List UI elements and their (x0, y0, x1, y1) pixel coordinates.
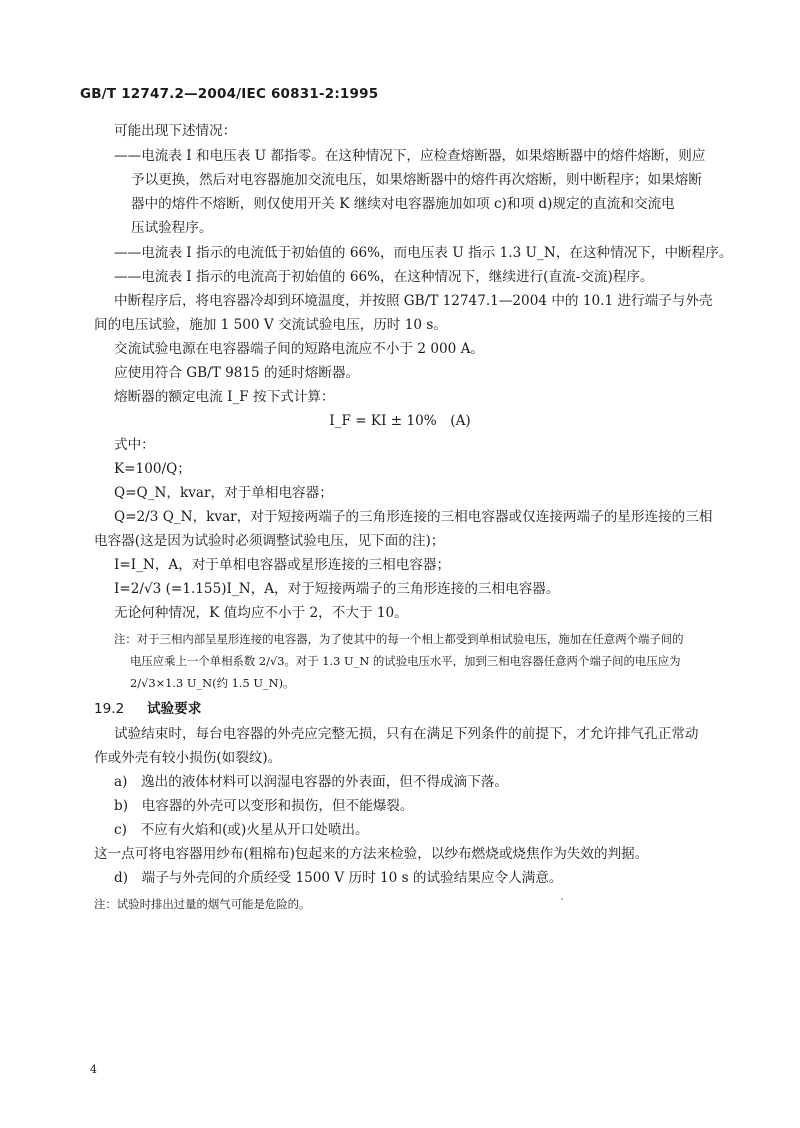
list-item-c: c) 不应有火焰和(或)火星从开口处喷出。 (114, 822, 369, 838)
text-line: Q=Q_N，kvar，对于单相电容器； (114, 485, 333, 501)
text-line: 作或外壳有较小损伤(如裂纹)。 (94, 750, 282, 766)
text-line: 间的电压试验，施加 1 500 V 交流试验电压，历时 10 s。 (94, 317, 447, 333)
text-line: 式中： (114, 437, 155, 453)
note-line: 注：对于三相内部呈星形连接的电容器，为了使其中的每一个相上都受到单相试验电压，施加在任意两个端子间的 (114, 632, 684, 646)
list-item-d: d) 端子与外壳间的介质经受 1500 V 历时 10 s 的试验结果应令人满意。 (114, 870, 563, 886)
text-line: 予以更换，然后对电容器施加交流电压，如果熔断器中的熔件再次熔断，则中断程序；如果熔断 (131, 172, 702, 188)
text-line: ——电流表 I 和电压表 U 都指零。在这种情况下，应检查熔断器，如果熔断器中的熔件熔断，则应 (114, 148, 706, 164)
scan-speck (561, 898, 563, 900)
list-item-b: b) 电容器的外壳可以变形和损伤，但不能爆裂。 (114, 798, 414, 814)
text-line: ——电流表 I 指示的电流高于初始值的 66%，在这种情况下，继续进行(直流-交流)程序。 (114, 269, 654, 285)
page-number: 4 (90, 1063, 97, 1076)
text-line: 试验结束时，每台电容器的外壳应完整无损，只有在满足下列条件的前提下，才允许排气孔正常动 (114, 726, 699, 742)
text-line: 无论何种情况，K 值均应不小于 2，不大于 10。 (114, 605, 408, 621)
text-line: I=I_N，A，对于单相电容器或星形连接的三相电容器； (114, 557, 451, 573)
note-line: 2/√3×1.3 U_N(约 1.5 U_N)。 (130, 676, 295, 690)
text-line: 交流试验电源在电容器端子间的短路电流应不小于 2 000 A。 (114, 341, 485, 357)
note-line: 注：试验时排出过量的烟气可能是危险的。 (94, 897, 311, 911)
list-item-a: a) 逸出的液体材料可以润湿电容器的外表面，但不得成滴下落。 (114, 774, 509, 790)
text-line: 中断程序后，将电容器冷却到环境温度，并按照 GB/T 12747.1—2004 中的 10.1 进行端子与外壳 (114, 293, 713, 309)
section-title: 试验要求 (146, 701, 202, 717)
text-line: I=2/√3 (=1.155)I_N，A，对于短接两端子的三角形连接的三相电容器。 (114, 581, 560, 597)
text-line: 可能出现下述情况： (114, 123, 237, 139)
text-line: 这一点可将电容器用纱布(粗棉布)包起来的方法来检验，以纱布燃烧或烧焦作为失效的判据。 (94, 846, 649, 862)
section-heading (94, 701, 201, 717)
text-line: Q=2/3 Q_N，kvar，对于短接两端子的三角形连接的三相电容器或仅连接两端子的星形连接的三相 (114, 509, 713, 525)
formula: I_F = KI ± 10% (A) (329, 413, 471, 429)
text-line: ——电流表 I 指示的电流低于初始值的 66%，而电压表 U 指示 1.3 U_N，在这种情况下，中断程序。 (114, 245, 733, 261)
note-line: 电压应乘上一个单相系数 2/√3。对于 1.3 U_N 的试验电压水平，加到三相电容器任意两个端子间的电压应为 (130, 654, 681, 668)
text-line: 压试验程序。 (131, 220, 213, 236)
text-line: 熔断器的额定电流 I_F 按下式计算： (114, 389, 335, 405)
text-line: 器中的熔件不熔断，则仅使用开关 K 继续对电容器施加如项 c)和项 d)规定的直流和交流电 (131, 196, 675, 212)
section-number: 19.2 (94, 701, 125, 717)
standard-header: GB/T 12747.2—2004/IEC 60831-2:1995 (80, 86, 379, 102)
text-line: 应使用符合 GB/T 9815 的延时熔断器。 (114, 365, 360, 381)
text-line: K=100/Q； (114, 461, 191, 477)
text-line: 电容器(这是因为试验时必须调整试验电压，见下面的注)； (94, 533, 445, 549)
